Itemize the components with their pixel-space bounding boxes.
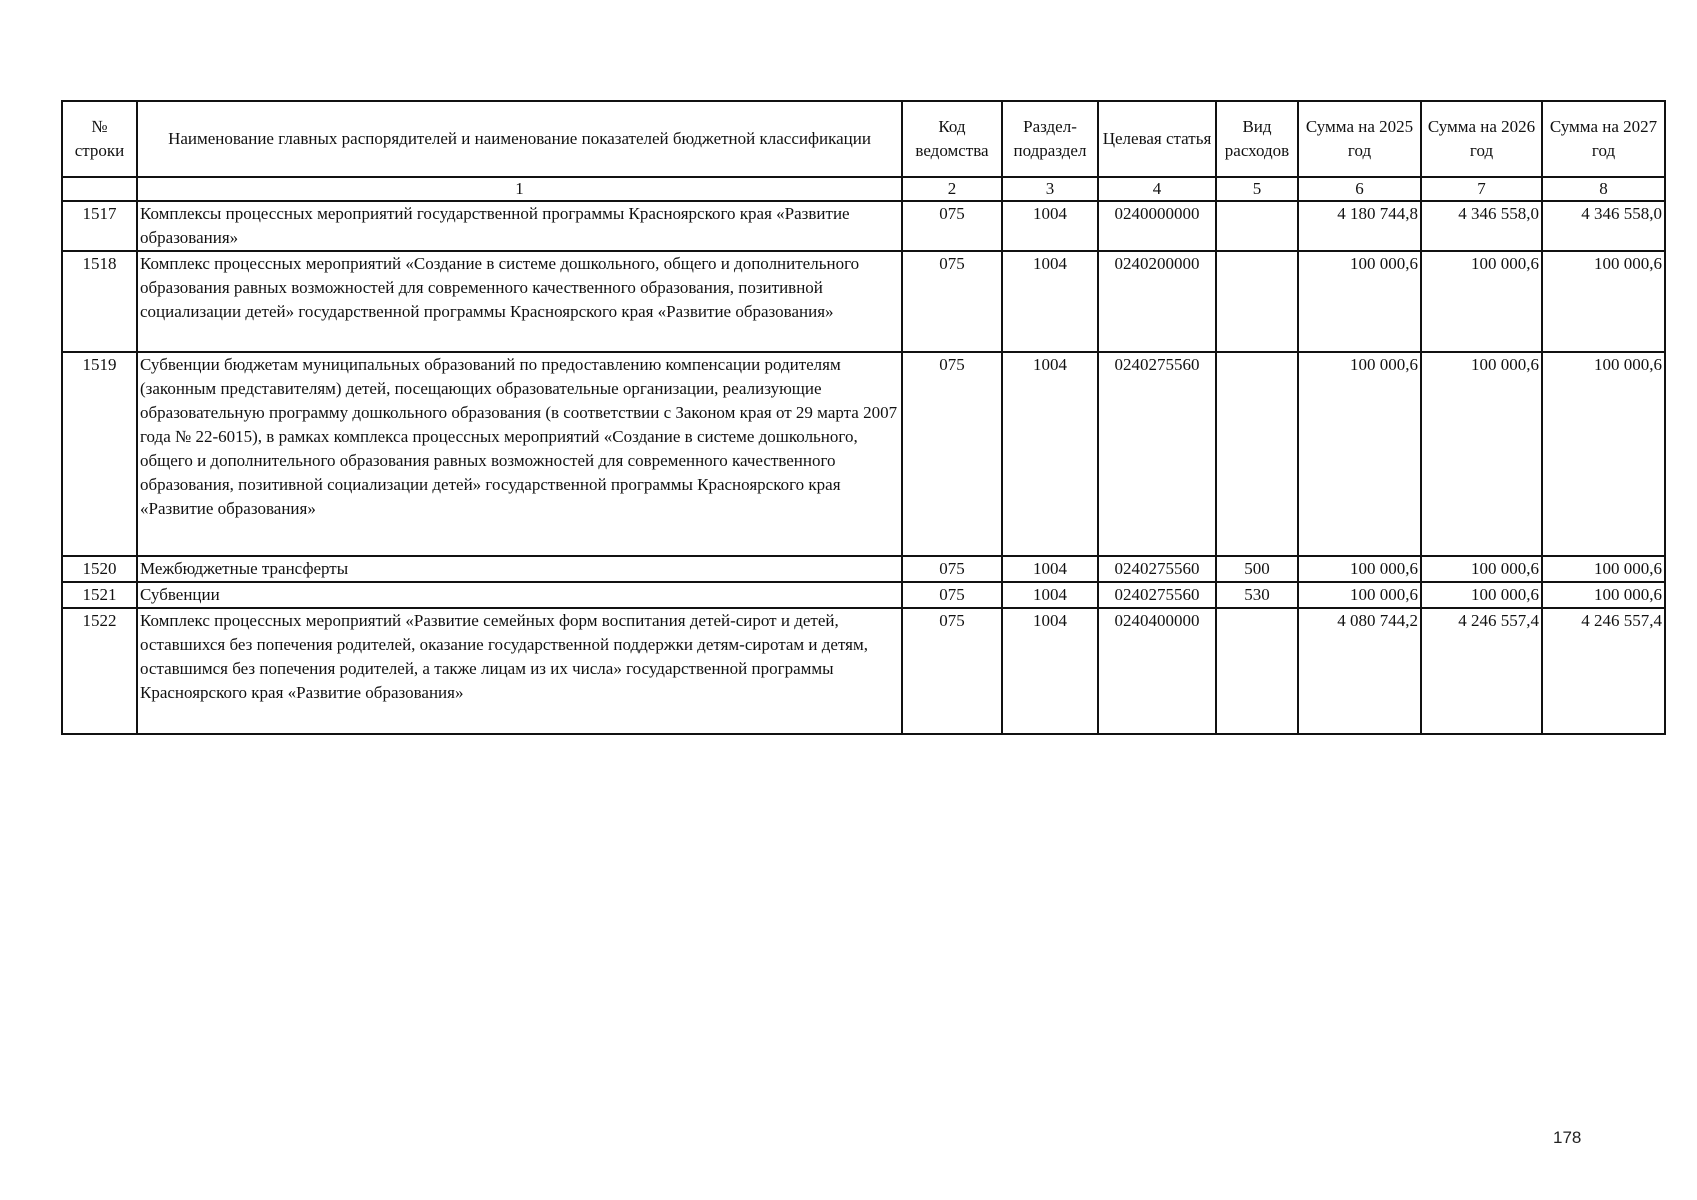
budget-table	[61, 100, 1666, 735]
row-target-article: 0240000000	[1098, 201, 1216, 251]
row-number: 1520	[62, 556, 137, 582]
row-dept-code: 075	[902, 201, 1002, 251]
row-expense-type: 500	[1216, 556, 1298, 582]
row-sum-2027: 4 346 558,0	[1542, 201, 1665, 251]
table-row	[62, 201, 1665, 251]
header-row	[62, 101, 1665, 177]
row-name: Комплекс процессных мероприятий «Создание в системе дошкольного, общего и дополнительного образования равных возможностей для современного качественного образования, позитивной социализации детей» государственной программы Красноярского края «Развитие образования»	[137, 251, 902, 352]
row-number: 1519	[62, 352, 137, 556]
page-number: 178	[1553, 1128, 1582, 1147]
column-number: 2	[902, 177, 1002, 201]
table-row	[62, 582, 1665, 608]
table-row	[62, 608, 1665, 734]
row-name: Комплекс процессных мероприятий «Развитие семейных форм воспитания детей-сирот и детей, оставшихся без попечения родителей, оказание государственной поддержки детям-сиротам и детям, оставшимся без попечения родителей, а также лицам из их числа» государственной программы Красноярского края «Развитие образования»	[137, 608, 902, 734]
table-row	[62, 352, 1665, 556]
row-sum-2025: 4 180 744,8	[1298, 201, 1421, 251]
column-number: 1	[137, 177, 902, 201]
row-number: 1521	[62, 582, 137, 608]
table-row	[62, 251, 1665, 352]
header-sum-2027: Сумма на 2027 год	[1542, 101, 1665, 177]
row-target-article: 0240200000	[1098, 251, 1216, 352]
row-name: Комплексы процессных мероприятий государственной программы Красноярского края «Развитие образования»	[137, 201, 902, 251]
row-expense-type: 530	[1216, 582, 1298, 608]
row-sum-2026: 100 000,6	[1421, 582, 1542, 608]
row-expense-type	[1216, 352, 1298, 556]
row-sum-2025: 4 080 744,2	[1298, 608, 1421, 734]
row-sum-2027: 100 000,6	[1542, 251, 1665, 352]
column-number: 8	[1542, 177, 1665, 201]
row-sum-2027: 100 000,6	[1542, 556, 1665, 582]
row-sum-2026: 100 000,6	[1421, 556, 1542, 582]
row-number: 1518	[62, 251, 137, 352]
row-dept-code: 075	[902, 556, 1002, 582]
row-sum-2026: 4 246 557,4	[1421, 608, 1542, 734]
row-dept-code: 075	[902, 251, 1002, 352]
header-expense-type: Вид расходов	[1216, 101, 1298, 177]
row-target-article: 0240275560	[1098, 582, 1216, 608]
table-header	[62, 101, 1665, 177]
row-sum-2025: 100 000,6	[1298, 582, 1421, 608]
table-row	[62, 556, 1665, 582]
row-target-article: 0240275560	[1098, 556, 1216, 582]
row-dept-code: 075	[902, 582, 1002, 608]
row-section: 1004	[1002, 608, 1098, 734]
row-name: Субвенции	[137, 582, 902, 608]
header-section: Раздел-подраздел	[1002, 101, 1098, 177]
row-name: Межбюджетные трансферты	[137, 556, 902, 582]
row-number: 1522	[62, 608, 137, 734]
column-number	[62, 177, 137, 201]
column-number: 3	[1002, 177, 1098, 201]
column-number: 7	[1421, 177, 1542, 201]
row-number: 1517	[62, 201, 137, 251]
column-number: 6	[1298, 177, 1421, 201]
column-number-row	[62, 177, 1665, 201]
row-target-article: 0240275560	[1098, 352, 1216, 556]
row-sum-2027: 100 000,6	[1542, 352, 1665, 556]
table-body	[62, 177, 1665, 734]
row-sum-2025: 100 000,6	[1298, 251, 1421, 352]
row-target-article: 0240400000	[1098, 608, 1216, 734]
header-row-number: № строки	[62, 101, 137, 177]
row-section: 1004	[1002, 556, 1098, 582]
row-section: 1004	[1002, 201, 1098, 251]
row-section: 1004	[1002, 352, 1098, 556]
row-sum-2026: 100 000,6	[1421, 251, 1542, 352]
header-name: Наименование главных распорядителей и наименование показателей бюджетной классификации	[137, 101, 902, 177]
header-sum-2026: Сумма на 2026 год	[1421, 101, 1542, 177]
row-section: 1004	[1002, 582, 1098, 608]
row-sum-2026: 4 346 558,0	[1421, 201, 1542, 251]
row-expense-type	[1216, 608, 1298, 734]
header-sum-2025: Сумма на 2025 год	[1298, 101, 1421, 177]
row-dept-code: 075	[902, 608, 1002, 734]
row-sum-2027: 100 000,6	[1542, 582, 1665, 608]
row-sum-2025: 100 000,6	[1298, 556, 1421, 582]
row-sum-2027: 4 246 557,4	[1542, 608, 1665, 734]
row-dept-code: 075	[902, 352, 1002, 556]
row-name: Субвенции бюджетам муниципальных образований по предоставлению компенсации родителям (законным представителям) детей, посещающих образовательные организации, реализующие образовательную программу дошкольного образования (в соответствии с Законом края от 29 марта 2007 года № 22-6015), в рамках комплекса процессных мероприятий «Создание в системе дошкольного, общего и дополнительного образования равных возможностей для современного качественного образования, позитивной социализации детей» государственной программы Красноярского края «Развитие образования»	[137, 352, 902, 556]
row-expense-type	[1216, 251, 1298, 352]
header-dept-code: Код ведомства	[902, 101, 1002, 177]
row-sum-2026: 100 000,6	[1421, 352, 1542, 556]
row-section: 1004	[1002, 251, 1098, 352]
column-number: 4	[1098, 177, 1216, 201]
column-number: 5	[1216, 177, 1298, 201]
row-sum-2025: 100 000,6	[1298, 352, 1421, 556]
header-target-article: Целевая статья	[1098, 101, 1216, 177]
row-expense-type	[1216, 201, 1298, 251]
